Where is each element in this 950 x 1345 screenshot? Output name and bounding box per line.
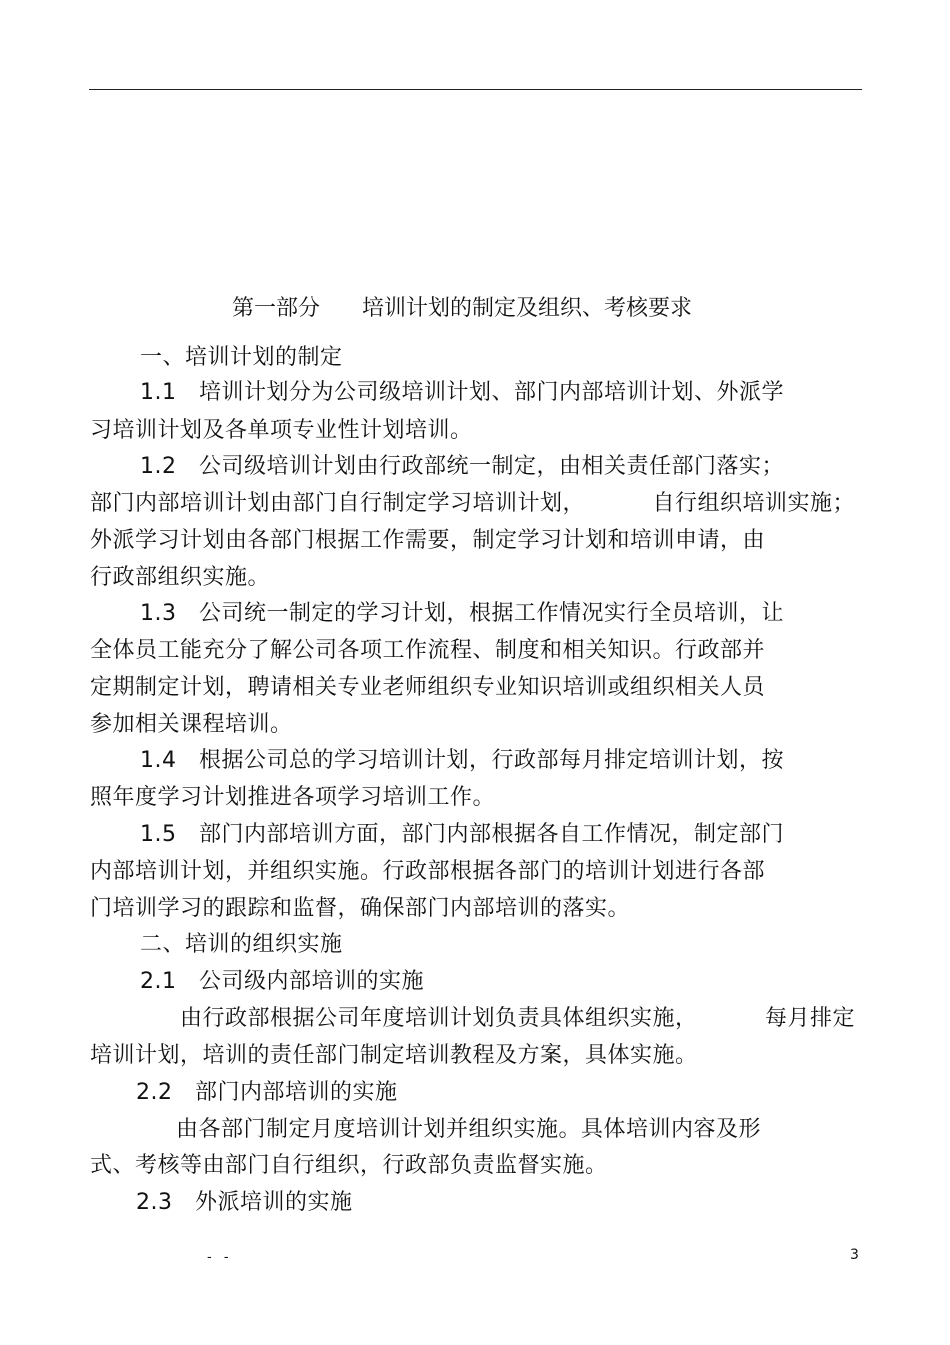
title-part: 第一部分 xyxy=(232,296,321,321)
paragraph-line: 定期制定计划，聘请相关专业老师组织专业知识培训或组织相关人员 xyxy=(90,675,766,700)
page-number: 3 xyxy=(850,1247,859,1263)
subsection-heading: 2.1 公司级内部培训的实施 xyxy=(140,969,424,994)
paragraph-line: 外派学习计划由各部门根据工作需要，制定学习计划和培训申请，由 xyxy=(90,528,766,553)
section-heading-1: 一、培训计划的制定 xyxy=(140,345,343,370)
paragraph-line: 由各部门制定月度培训计划并组织实施。具体培训内容及形 xyxy=(176,1117,762,1142)
paragraph-line: 全体员工能充分了解公司各项工作流程、制度和相关知识。行政部并 xyxy=(90,638,766,663)
paragraph-line: 行政部组织实施。 xyxy=(90,565,271,590)
paragraph-line: 参加相关课程培训。 xyxy=(90,712,293,737)
subsection-heading: 2.2 部门内部培训的实施 xyxy=(136,1080,398,1105)
paragraph-line: 式、考核等由部门自行组织，行政部负责监督实施。 xyxy=(90,1153,608,1178)
paragraph-line: 1.4 根据公司总的学习培训计划，行政部每月排定培训计划，按 xyxy=(140,748,784,773)
paragraph-line: 照年度学习计划推进各项学习培训工作。 xyxy=(90,785,496,810)
paragraph-line: 部门内部培训计划由部门自行制定学习培训计划， 自行组织培训实施； xyxy=(90,491,855,516)
subsection-heading: 2.3 外派培训的实施 xyxy=(136,1190,353,1215)
paragraph-line: 1.5 部门内部培训方面，部门内部根据各自工作情况，制定部门 xyxy=(140,822,784,847)
page-title xyxy=(218,270,692,322)
section-heading-2: 二、培训的组织实施 xyxy=(140,932,343,957)
title-heading: 培训计划的制定及组织、考核要求 xyxy=(362,296,693,321)
paragraph-line: 培训计划，培训的责任部门制定培训教程及方案，具体实施。 xyxy=(90,1043,698,1068)
paragraph-line: 门培训学习的跟踪和监督，确保部门内部培训的落实。 xyxy=(90,896,631,921)
paragraph-line: 内部培训计划，并组织实施。行政部根据各部门的培训计划进行各部 xyxy=(90,859,766,884)
paragraph-line: 习培训计划及各单项专业性计划培训。 xyxy=(90,418,473,443)
footer-dash: - - xyxy=(207,1250,233,1265)
header-rule xyxy=(89,89,862,90)
paragraph-line: 1.2 公司级培训计划由行政部统一制定，由相关责任部门落实； xyxy=(140,454,784,479)
paragraph-line: 1.3 公司统一制定的学习计划，根据工作情况实行全员培训，让 xyxy=(140,601,784,626)
paragraph-line: 1.1 培训计划分为公司级培训计划、部门内部培训计划、外派学 xyxy=(140,380,784,405)
paragraph-line: 由行政部根据公司年度培训计划负责具体组织实施， 每月排定 xyxy=(180,1006,855,1031)
